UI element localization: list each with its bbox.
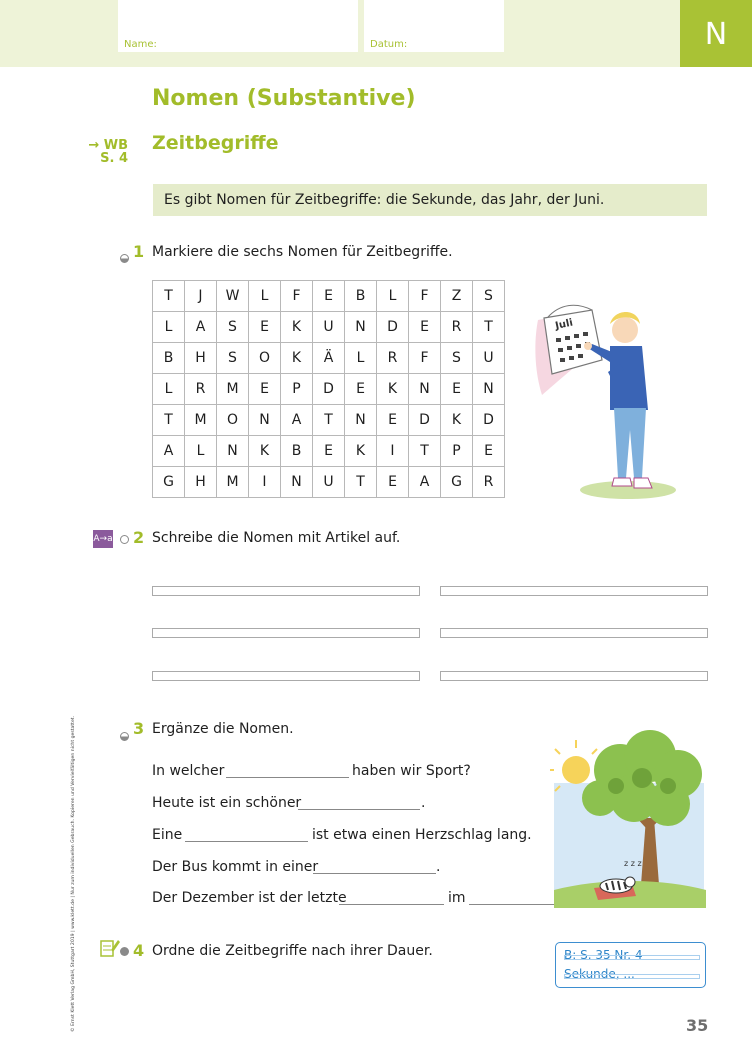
- difficulty-easy-icon: [120, 726, 129, 735]
- grid-cell[interactable]: I: [249, 467, 281, 498]
- task-number-2: 2: [133, 528, 145, 547]
- grid-cell[interactable]: E: [441, 374, 473, 405]
- grid-cell[interactable]: E: [377, 467, 409, 498]
- grid-row: [153, 343, 505, 374]
- sentence-4-end: .: [436, 859, 441, 875]
- grid-cell[interactable]: R: [441, 312, 473, 343]
- grid-row: [153, 374, 505, 405]
- note-rule: [564, 974, 700, 979]
- grid-cell[interactable]: E: [249, 374, 281, 405]
- info-box: Es gibt Nomen für Zeitbegriffe: die Sekunde, das Jahr, der Juni.: [153, 184, 707, 216]
- grid-cell[interactable]: N: [409, 374, 441, 405]
- grid-cell[interactable]: N: [217, 436, 249, 467]
- task1-instruction: Markiere die sechs Nomen für Zeitbegriffe.: [152, 244, 453, 260]
- workbook-reference: [86, 139, 128, 165]
- grid-cell[interactable]: L: [153, 374, 185, 405]
- grid-row: [153, 281, 505, 312]
- grid-cell[interactable]: R: [473, 467, 505, 498]
- section-tab: N: [680, 0, 752, 67]
- name-field[interactable]: [118, 0, 358, 52]
- grid-cell[interactable]: E: [345, 374, 377, 405]
- grid-cell[interactable]: P: [281, 374, 313, 405]
- grid-cell[interactable]: R: [377, 343, 409, 374]
- grid-cell[interactable]: F: [281, 281, 313, 312]
- spelling-badge-icon: A→a: [93, 530, 113, 548]
- grid-cell[interactable]: L: [153, 312, 185, 343]
- tree-sleeping-illustration: [550, 728, 710, 910]
- grid-row: [153, 436, 505, 467]
- calendar-month-label: Juli: [554, 317, 574, 332]
- name-label: Name:: [124, 39, 157, 50]
- calendar-icon: [544, 305, 602, 374]
- fill-blank[interactable]: [298, 809, 420, 810]
- page-number: 35: [686, 1016, 709, 1035]
- grid-cell[interactable]: L: [377, 281, 409, 312]
- task-number-1: 1: [133, 242, 145, 261]
- fill-blank[interactable]: [313, 873, 436, 874]
- arrow-right-icon: →: [88, 138, 100, 153]
- task2-instruction: Schreibe die Nomen mit Artikel auf.: [152, 530, 401, 546]
- grid-cell[interactable]: N: [473, 374, 505, 405]
- grid-cell[interactable]: Z: [441, 281, 473, 312]
- sentence-4-start: Der Bus kommt in einer: [152, 859, 319, 875]
- grid-cell[interactable]: B: [153, 343, 185, 374]
- task3-instruction: Ergänze die Nomen.: [152, 721, 294, 737]
- grid-cell[interactable]: K: [441, 405, 473, 436]
- grid-cell[interactable]: B: [345, 281, 377, 312]
- grid-row: [153, 312, 505, 343]
- grid-row: [153, 405, 505, 436]
- grid-cell[interactable]: P: [441, 436, 473, 467]
- fill-blank[interactable]: [226, 777, 349, 778]
- grid-cell[interactable]: D: [377, 312, 409, 343]
- grid-cell[interactable]: T: [153, 405, 185, 436]
- grid-cell[interactable]: N: [249, 405, 281, 436]
- sleep-text: z z z: [624, 859, 642, 868]
- grid-cell[interactable]: E: [409, 312, 441, 343]
- grid-cell[interactable]: Ä: [313, 343, 345, 374]
- grid-row: [153, 467, 505, 498]
- section-subtitle: Zeitbegriffe: [152, 132, 279, 154]
- date-label: Datum:: [370, 39, 408, 50]
- grid-cell[interactable]: E: [313, 436, 345, 467]
- grid-cell[interactable]: I: [377, 436, 409, 467]
- date-field[interactable]: [364, 0, 504, 52]
- grid-cell[interactable]: T: [153, 281, 185, 312]
- grid-cell[interactable]: N: [345, 405, 377, 436]
- grid-cell[interactable]: A: [185, 312, 217, 343]
- grid-cell[interactable]: G: [153, 467, 185, 498]
- difficulty-full-icon: [120, 947, 129, 956]
- difficulty-easy-icon: [120, 248, 129, 257]
- grid-cell[interactable]: T: [409, 436, 441, 467]
- word-search-grid: [152, 280, 505, 498]
- task-number-4: 4: [133, 941, 145, 960]
- grid-cell[interactable]: E: [249, 312, 281, 343]
- grid-cell[interactable]: O: [249, 343, 281, 374]
- workbook-ref-label: WB: [103, 138, 128, 153]
- grid-cell[interactable]: B: [281, 436, 313, 467]
- grid-cell[interactable]: U: [473, 343, 505, 374]
- grid-cell[interactable]: L: [345, 343, 377, 374]
- difficulty-empty-icon: [120, 535, 129, 544]
- grid-cell[interactable]: R: [185, 374, 217, 405]
- fill-blank[interactable]: [339, 904, 444, 905]
- grid-cell[interactable]: S: [217, 343, 249, 374]
- writing-line[interactable]: [440, 586, 708, 596]
- workbook-ref-page: S. 4: [100, 151, 128, 166]
- writing-line[interactable]: [152, 628, 420, 638]
- grid-cell[interactable]: E: [377, 405, 409, 436]
- notebook-pencil-icon: [100, 938, 120, 958]
- grid-cell[interactable]: M: [217, 467, 249, 498]
- writing-line[interactable]: [440, 671, 708, 681]
- grid-cell[interactable]: D: [473, 405, 505, 436]
- grid-cell[interactable]: S: [217, 312, 249, 343]
- grid-cell[interactable]: N: [345, 312, 377, 343]
- grid-cell[interactable]: H: [185, 343, 217, 374]
- page-title: Nomen (Substantive): [152, 86, 416, 111]
- note-line-1: B: S. 35 Nr. 4: [564, 948, 643, 962]
- grid-cell[interactable]: K: [281, 343, 313, 374]
- header-band: [0, 0, 752, 67]
- fill-blank[interactable]: [185, 841, 308, 842]
- copyright-notice: © Ernst Klett Verlag GmbH, Stuttgart 2019 | www.klett.de | Nur zum individuellen Gebrauch. Kopieren und Vervielfältigen nicht gestattet.: [71, 715, 76, 1032]
- grid-cell[interactable]: S: [473, 281, 505, 312]
- note-rule: [564, 955, 700, 960]
- grid-cell[interactable]: E: [473, 436, 505, 467]
- example-note-box: [555, 942, 706, 988]
- grid-cell[interactable]: A: [281, 405, 313, 436]
- grid-cell[interactable]: T: [473, 312, 505, 343]
- sentence-5-start: Der Dezember ist der letzte: [152, 890, 347, 906]
- writing-line[interactable]: [440, 628, 708, 638]
- grid-cell[interactable]: N: [281, 467, 313, 498]
- grid-cell[interactable]: J: [185, 281, 217, 312]
- task4-instruction: Ordne die Zeitbegriffe nach ihrer Dauer.: [152, 943, 433, 959]
- grid-cell[interactable]: A: [153, 436, 185, 467]
- grid-cell[interactable]: U: [313, 467, 345, 498]
- grid-cell[interactable]: L: [249, 281, 281, 312]
- grid-cell[interactable]: A: [409, 467, 441, 498]
- grid-cell[interactable]: H: [185, 467, 217, 498]
- grid-cell[interactable]: E: [313, 281, 345, 312]
- grid-cell[interactable]: F: [409, 343, 441, 374]
- sentence-5-middle: im: [448, 890, 466, 906]
- boy-calendar-illustration: [530, 300, 690, 505]
- grid-cell[interactable]: M: [217, 374, 249, 405]
- note-line-2: Sekunde, ...: [564, 967, 635, 981]
- grid-cell[interactable]: T: [345, 467, 377, 498]
- grid-cell[interactable]: G: [441, 467, 473, 498]
- sentence-3-start: Eine: [152, 827, 183, 843]
- grid-cell[interactable]: S: [441, 343, 473, 374]
- grid-cell[interactable]: K: [377, 374, 409, 405]
- sentence-1-end: haben wir Sport?: [352, 763, 471, 779]
- grid-cell[interactable]: D: [409, 405, 441, 436]
- sentence-2-start: Heute ist ein schöner: [152, 795, 302, 811]
- grid-cell[interactable]: O: [217, 405, 249, 436]
- grid-cell[interactable]: K: [281, 312, 313, 343]
- grid-cell[interactable]: U: [313, 312, 345, 343]
- grid-cell[interactable]: W: [217, 281, 249, 312]
- sentence-2-end: .: [421, 795, 426, 811]
- sentence-1-start: In welcher: [152, 763, 225, 779]
- grid-cell[interactable]: T: [313, 405, 345, 436]
- task-number-3: 3: [133, 719, 145, 738]
- writing-line[interactable]: [152, 671, 420, 681]
- grid-cell[interactable]: D: [313, 374, 345, 405]
- grid-cell[interactable]: F: [409, 281, 441, 312]
- sentence-3-end: ist etwa einen Herzschlag lang.: [312, 827, 532, 843]
- grid-cell[interactable]: K: [249, 436, 281, 467]
- grid-cell[interactable]: K: [345, 436, 377, 467]
- grid-cell[interactable]: M: [185, 405, 217, 436]
- grid-cell[interactable]: L: [185, 436, 217, 467]
- writing-line[interactable]: [152, 586, 420, 596]
